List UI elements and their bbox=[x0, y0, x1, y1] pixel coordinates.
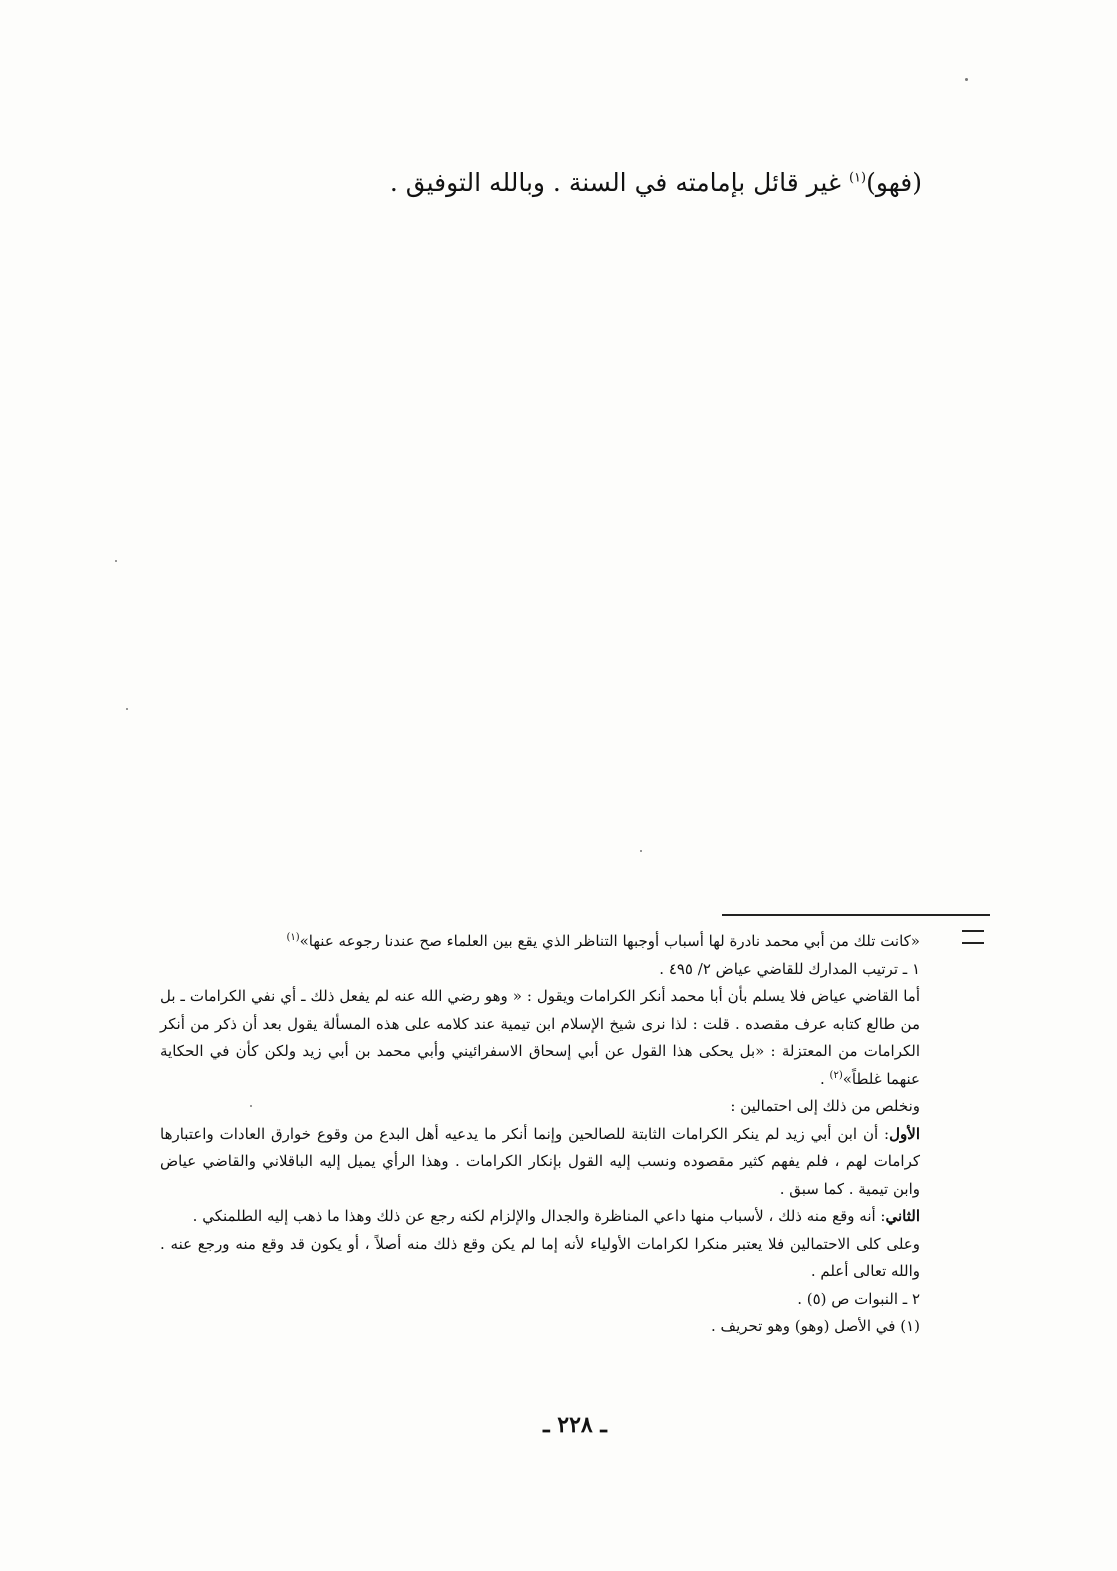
footnote-reference: ١ ـ ترتيب المدارك للقاضي عياض ٢/ ٤٩٥ . bbox=[659, 959, 920, 978]
footnote-marker: (٢) bbox=[829, 1069, 843, 1081]
footnote-separator bbox=[722, 914, 990, 916]
main-text-end: غير قائل بإمامته في السنة . وبالله التوفيق . bbox=[389, 168, 849, 197]
point-label: الأول bbox=[889, 1124, 920, 1143]
scan-speck bbox=[965, 78, 968, 81]
footnote-reference: (١) في الأصل (وهو) وهو تحريف . bbox=[711, 1317, 920, 1335]
scan-speck bbox=[640, 850, 642, 852]
footnote-marker: (١) bbox=[286, 932, 300, 943]
point-text: : أنه وقع منه ذلك ، لأسباب منها داعي المناظرة والجدال والإلزام لكنه رجع عن ذلك وهذا ما ذهب إليه الطلمنكي . bbox=[192, 1207, 886, 1225]
point-text: : أن ابن أبي زيد لم ينكر الكرامات الثابتة للصالحين وإنما أنكر ما يدعيه أهل البدع من وقوع خوارق العادات واعتبارها كرامات لهم ، فلم يفهم كثير مقصوده ونسب إليه القول بإنكار الكرامات . وهذا الرأي يميل إليه الباقلاني والقاضي عياض وابن تيمية . كما سبق . bbox=[160, 1124, 920, 1198]
footnote-paragraph bbox=[160, 1203, 950, 1231]
scan-speck bbox=[126, 708, 128, 710]
footnote-paragraph-text: أما القاضي عياض فلا يسلم بأن أبا محمد أنكر الكرامات ويقول : « وهو رضي الله عنه لم يفعل ذلك ـ أي نفي الكرامات ـ بل من طالع كتابه عرف مقصده . قلت : لذا نرى شيخ الإسلام ابن تيمية عند كلامه على هذه المسألة يقول بعد أن ذكر من أنكر الكرامات من المعتزلة : «بل يحكى هذا القول عن أبي إسحاق الاسفرائيني وأبي محمد بن أبي زيد ولكن كأن في الحكاية عنهما غلطاً» bbox=[160, 987, 920, 1088]
footnote-paragraph bbox=[160, 1121, 950, 1204]
page-number: ـ ٢٢٨ ـ bbox=[543, 1412, 607, 1438]
footnote-marker: (١) bbox=[848, 170, 867, 186]
point-label: الثاني bbox=[885, 1207, 920, 1225]
footnote-quote-text: «كانت تلك من أبي محمد نادرة لها أسباب أوجبها التناظر الذي يقع بين العلماء صح عندنا رجوعه عنها» bbox=[299, 932, 920, 950]
footnote-paragraph-end: . bbox=[820, 1069, 830, 1088]
footnotes-block bbox=[160, 928, 950, 1341]
footnote-paragraph: ونخلص من ذلك إلى احتمالين : bbox=[730, 1097, 920, 1115]
footnote-reference: ٢ ـ النبوات ص (٥) . bbox=[797, 1289, 920, 1308]
main-text-start: (فهو) bbox=[866, 168, 922, 197]
continuation-mark bbox=[962, 930, 984, 944]
scan-speck bbox=[250, 1105, 252, 1107]
scan-speck bbox=[115, 560, 117, 562]
footnote-quote-line bbox=[160, 928, 950, 956]
main-text-line bbox=[222, 163, 922, 203]
footnote-paragraph: وعلى كلى الاحتمالين فلا يعتبر منكرا لكرامات الأولياء لأنه إما لم يكن وقع ذلك منه أصلاً ، أو يكون قد وقع منه ورجع عنه . والله تعالى أعلم . bbox=[160, 1234, 920, 1280]
footnote-paragraph bbox=[160, 983, 950, 1093]
